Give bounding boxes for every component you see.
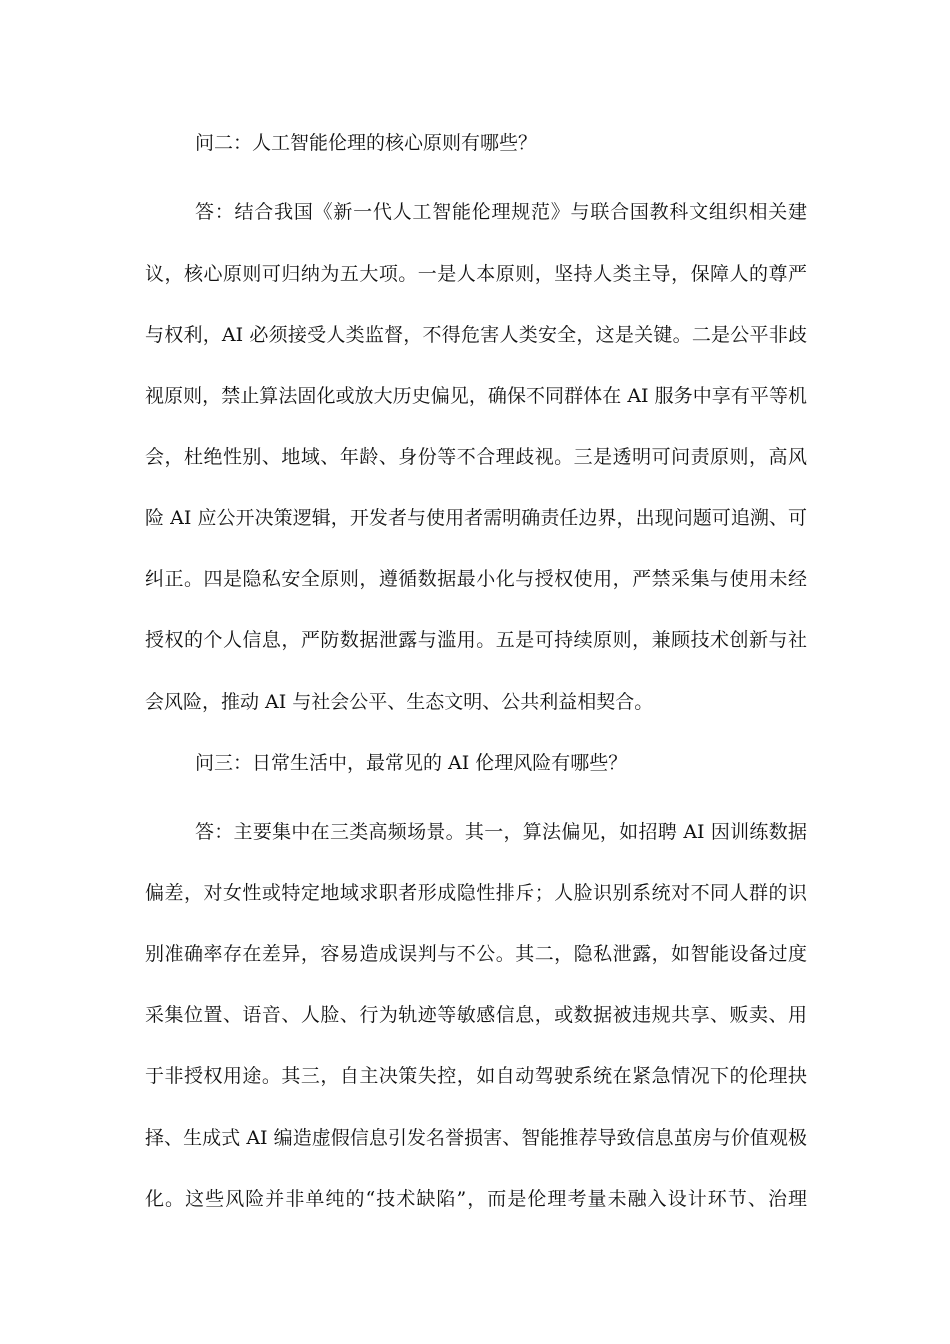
answer-three-line: 采集位置、语音、人脸、行为轨迹等敏感信息，或数据被违规共享、贩卖、用: [145, 1004, 807, 1026]
answer-two-line: 授权的个人信息，严防数据泄露与滥用。五是可持续原则，兼顾技术创新与社: [145, 629, 807, 651]
question-three-heading: 问三：日常生活中，最常见的 AI 伦理风险有哪些？: [195, 752, 628, 774]
answer-two-line: 纠正。四是隐私安全原则，遵循数据最小化与授权使用，严禁采集与使用未经: [145, 568, 807, 590]
answer-three-line: 答：主要集中在三类高频场景。其一，算法偏见，如招聘 AI 因训练数据: [195, 821, 807, 843]
answer-two-line: 险 AI 应公开决策逻辑，开发者与使用者需明确责任边界，出现问题可追溯、可: [145, 507, 807, 529]
answer-three-line: 偏差，对女性或特定地域求职者形成隐性排斥；人脸识别系统对不同人群的识: [145, 882, 807, 904]
answer-two-line: 与权利，AI 必须接受人类监督，不得危害人类安全，这是关键。二是公平非歧: [145, 324, 807, 346]
answer-three-line: 于非授权用途。其三，自主决策失控，如自动驾驶系统在紧急情况下的伦理抉: [145, 1065, 807, 1087]
answer-three-line: 别准确率存在差异，容易造成误判与不公。其二，隐私泄露，如智能设备过度: [145, 943, 807, 965]
answer-three-line: 化。这些风险并非单纯的“技术缺陷”，而是伦理考量未融入设计环节、治理: [145, 1188, 807, 1210]
question-two-heading: 问二：人工智能伦理的核心原则有哪些？: [195, 132, 538, 154]
answer-two-line: 会，杜绝性别、地域、年龄、身份等不合理歧视。三是透明可问责原则，高风: [145, 446, 807, 468]
answer-two-line: 视原则，禁止算法固化或放大历史偏见，确保不同群体在 AI 服务中享有平等机: [145, 385, 807, 407]
answer-two-line: 会风险，推动 AI 与社会公平、生态文明、公共利益相契合。: [145, 691, 654, 713]
answer-two-line: 答：结合我国《新一代人工智能伦理规范》与联合国教科文组织相关建: [195, 201, 807, 223]
answer-three-line: 择、生成式 AI 编造虚假信息引发名誉损害、智能推荐导致信息茧房与价值观极: [145, 1127, 807, 1149]
answer-two-line: 议，核心原则可归纳为五大项。一是人本原则，坚持人类主导，保障人的尊严: [145, 263, 807, 285]
